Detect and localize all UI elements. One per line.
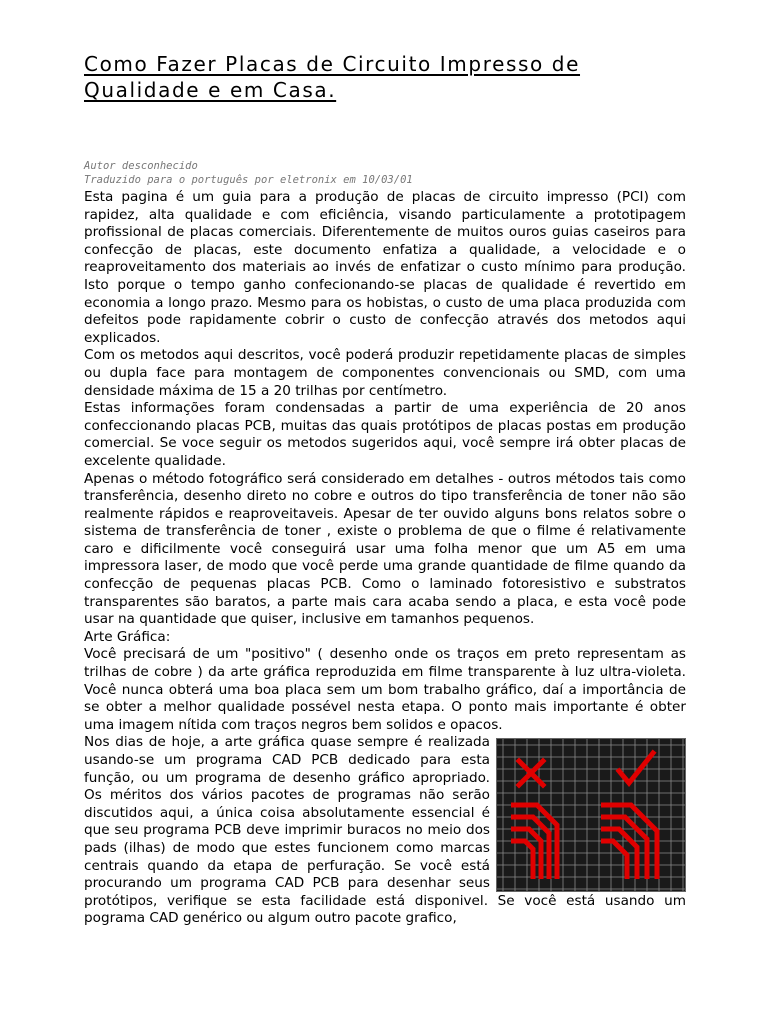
- x-mark-icon: [519, 761, 543, 785]
- paragraph-with-figure: [84, 734, 686, 928]
- document-meta: [84, 159, 684, 187]
- document-body: [84, 189, 686, 928]
- pcb-traces-illustration: [497, 739, 685, 891]
- pcb-traces-figure: [496, 738, 686, 892]
- translation-line: Traduzido para o português por eletronix em 10/03/01: [84, 174, 413, 186]
- section-heading: Arte Gráfica:: [84, 628, 171, 645]
- paragraph: Apenas o método fotográfico será considerado em detalhes - outros métodos tais como transferência, desenho direto no cobre e outros do tipo transferência de toner não são realmente rápidos e reaproveitaveis. Apesar de ter ouvido alguns bons relatos sobre o sistema de transferência de toner , existe o problema de que o filme é relativamente caro e dificilmente você conseguirá usar uma folha menor que um A5 em uma impressora laser, de modo que você perde uma grande quantidade de filme quando da confecção de pequenas placas PCB. Como o laminado fotoresistivo e substratos transparentes são baratos, a parte mais cara acaba sendo a placa, e esta você pode usar na quantidade que quiser, inclusive em tamanhos pequenos.: [84, 470, 686, 628]
- author-line: Autor desconhecido: [84, 160, 198, 172]
- check-mark-icon: [619, 753, 653, 783]
- paragraph: Esta pagina é um guia para a produção de placas de circuito impresso (PCI) com rapidez, alta qualidade e com eficiência, visando particulamente a prototipagem profissional de placas comerciais. Diferentemente de muitos ouros guias caseiros para confecção de placas, este documento enfatiza a qualidade, a velocidade e o reaproveitamento dos materiais ao invés de enfatizar o custo mínimo para produção. Isto porque o tempo ganho confecionando-se placas de qualidade é revertido em economia a longo prazo. Mesmo para os hobistas, o custo de uma placa produzida com defeitos pode rapidamente cobrir o custo de confecção através dos metodos aqui explicados.: [84, 189, 686, 346]
- paragraph: Com os metodos aqui descritos, você poderá produzir repetidamente placas de simples ou dupla face para montagem de componentes convencionais ou SMD, com uma densidade máxima de 15 a 20 trilhas por centímetro.: [84, 347, 686, 399]
- bad-traces: [511, 805, 557, 879]
- title-line-2: Qualidade e em Casa.: [84, 78, 337, 102]
- title-line-1: Como Fazer Placas de Circuito Impresso de: [84, 52, 581, 76]
- paragraph-text: Nos dias de hoje, a arte gráfica quase sempre é realizada usando-se um programa CAD PCB dedicado para esta função, ou um programa de desenho gráfico apropriado. Os méritos dos vários pacotes de programas não serão discutidos aqui, a única coisa absolutamente essencial é que seu programa PCB deve imprimir buracos no meio dos pads (ilhas) de modo que estes funcionem como marcas centrais quando da etapa de perfuração. Se você está procurando um programa CAD PCB para desenhar seus protótipos, verifique se esta facilidade está disponivel. Se você está usando um pograma CAD genérico ou algum outro pacote grafico,: [84, 734, 686, 927]
- paragraph: Estas informações foram condensadas a partir de uma experiência de 20 anos confeccionando placas PCB, muitas das quais protótipos de placas postas em produção comercial. Se voce seguir os metodos sugeridos aqui, você sempre irá obter placas de excelente qualidade.: [84, 400, 686, 469]
- good-traces: [601, 805, 657, 879]
- document-title: [84, 51, 684, 103]
- paragraph: Você precisará de um "positivo" ( desenho onde os traços em preto representam as trilhas de cobre ) da arte gráfica reproduzida em filme transparente à luz ultra-violeta. Você nunca obterá uma boa placa sem um bom trabalho gráfico, daí a importância de se obter a melhor qualidade possével nesta etapa. O ponto mais importante é obter uma imagem nítida com traços negros bem solidos e opacos.: [84, 646, 686, 733]
